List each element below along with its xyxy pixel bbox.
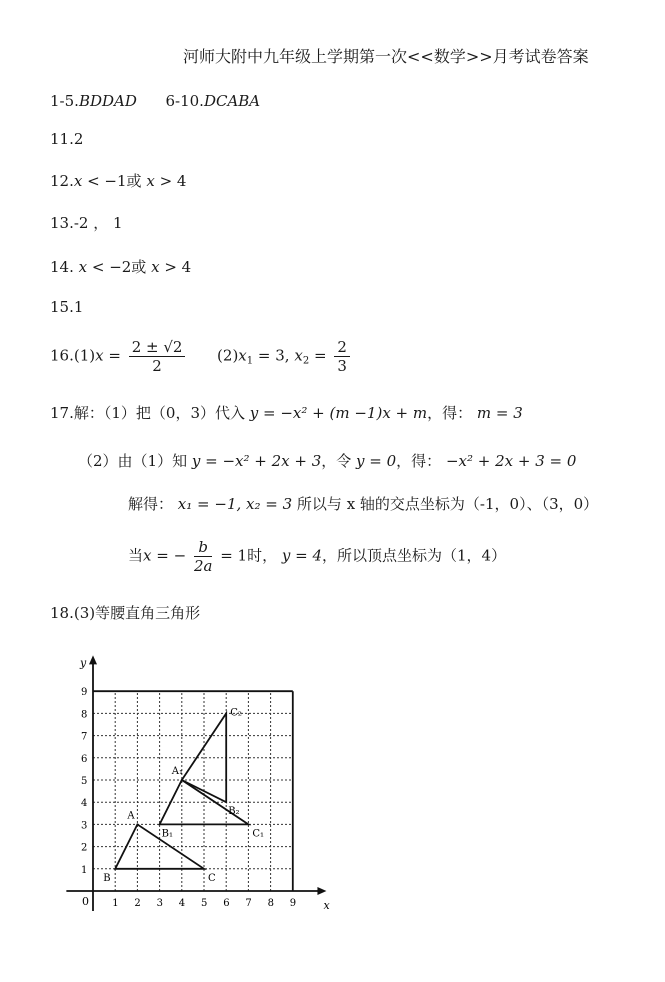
answer-14 — [50, 256, 191, 277]
answer-13: 13.-2 ， 1 — [50, 214, 123, 232]
q14-x1: x — [78, 258, 88, 276]
q17-num: b — [194, 538, 213, 557]
q14-end: > 4 — [159, 258, 192, 276]
q6-10-label: 6-10. — [165, 92, 204, 110]
q16-num: 2 ± √2 — [129, 338, 186, 357]
q17-line1-a: 17.解：（1）把（0，3）代入 — [50, 404, 245, 422]
q12-end: > 4 — [154, 172, 187, 190]
q17-den: 2a — [193, 557, 213, 575]
x-tick-label: 8 — [267, 898, 274, 909]
q17-line4-lhs: x = − — [143, 546, 187, 565]
y-axis-label: y — [80, 656, 87, 670]
answer-15: 15.1 — [50, 298, 84, 316]
q12-label: 12. — [50, 172, 74, 190]
y-tick-label: 1 — [81, 864, 88, 876]
x-tick-label: 5 — [201, 898, 208, 909]
q16-part2: (2) — [217, 346, 239, 365]
answer-18: 18.(3)等腰直角三角形 — [50, 604, 201, 622]
vertex-label: C₂ — [230, 707, 242, 719]
q16-lhs: x = — [95, 346, 121, 365]
q16-label: 16.(1) — [50, 346, 96, 365]
q12-x2: x — [146, 172, 155, 190]
x-tick-label: 4 — [178, 898, 186, 909]
vertex-label: A₁ — [171, 766, 184, 777]
x-tick-label: 2 — [134, 898, 141, 909]
triangles — [103, 707, 264, 883]
q17-line3-a: 解得： — [128, 495, 174, 513]
x-axis-arrow — [317, 887, 326, 895]
q14-x2: x — [151, 258, 160, 276]
q17-line4-b: y = 4 — [281, 546, 323, 565]
q16-sub2: 2 — [302, 355, 310, 367]
tick-labels — [81, 687, 296, 909]
q12-mid: < −1或 — [82, 172, 147, 190]
vertex-label: A — [127, 810, 135, 822]
q17-line2-d: ，得： — [396, 452, 442, 470]
origin-label: 0 — [82, 895, 89, 908]
answer-17-line-3 — [128, 493, 598, 514]
q12-x1: x — [73, 172, 83, 190]
answer-17-line-1 — [50, 402, 523, 423]
y-tick-label: 8 — [81, 709, 88, 721]
y-tick-label: 7 — [81, 731, 88, 743]
x-tick-label: 1 — [112, 898, 119, 909]
q16-fraction-1 — [129, 338, 186, 375]
q17-line1-eq: y = −x² + (m −1)x + m — [249, 404, 428, 422]
q16-den2: 3 — [337, 357, 347, 375]
coordinate-grid-figure — [60, 645, 350, 925]
page-title: 河师大附中九年级上学期第一次<<数学>>月考试卷答案 — [183, 47, 589, 66]
x-tick-label: 7 — [245, 898, 252, 909]
q17-line1-b: ，得： — [427, 404, 473, 422]
answer-17-line-2 — [78, 450, 576, 471]
q14-label: 14. — [50, 258, 79, 276]
q14-mid: < −2或 — [87, 258, 152, 276]
y-axis-arrow — [89, 655, 97, 664]
answer-12 — [50, 170, 186, 191]
x-tick-label: 9 — [289, 898, 297, 909]
y-tick-label: 3 — [81, 820, 88, 832]
q1-5-label: 1-5. — [50, 92, 79, 110]
q17-line4-a: 当 — [128, 546, 144, 565]
q17-line3-b: 所以与 x 轴的交点坐标为（-1，0）、（3，0） — [292, 495, 599, 513]
q1-5-answer: BDDAD — [78, 92, 137, 110]
q16-eq1: = 3, — [253, 346, 290, 365]
q17-line2-eq: y = −x² + 2x + 3 — [191, 452, 322, 470]
x-tick-label: 3 — [156, 898, 163, 909]
q16-eq2: = — [309, 346, 327, 365]
q17-line2-eq2: −x² + 2x + 3 = 0 — [445, 452, 577, 470]
vertex-label: B₁ — [161, 828, 173, 840]
x-tick-label: 6 — [223, 898, 230, 909]
y-tick-label: 5 — [81, 776, 88, 787]
q16-sub1: 1 — [246, 355, 254, 367]
q17-line2-b: ，令 — [321, 452, 352, 470]
answer-17-line-4 — [128, 538, 506, 575]
answer-16 — [50, 338, 353, 375]
vertex-label: B — [103, 872, 111, 884]
q16-num2: 2 — [334, 338, 350, 357]
y-tick-label: 9 — [81, 687, 88, 699]
q17-line3-eq: x₁ = −1, x₂ = 3 — [177, 495, 293, 513]
q17-line2-c: y = 0 — [356, 452, 397, 470]
q17-line4-c: ，所以顶点坐标为（1，4） — [322, 546, 507, 565]
vertex-label: B₂ — [228, 806, 240, 818]
y-tick-label: 6 — [81, 753, 88, 765]
q6-10-answer: DCABA — [203, 92, 261, 110]
vertex-label: C₁ — [252, 828, 265, 840]
y-tick-label: 4 — [81, 798, 88, 810]
q16-fraction-2 — [334, 338, 350, 375]
q16-x2: x — [294, 346, 303, 365]
q17-fraction — [194, 538, 213, 575]
answer-1-10 — [50, 92, 260, 110]
answer-11: 11.2 — [50, 130, 84, 148]
q17-line1-res: m = 3 — [476, 404, 523, 422]
q16-x1: x — [238, 346, 247, 365]
y-tick-label: 2 — [81, 842, 88, 854]
q16-den: 2 — [152, 357, 162, 375]
x-axis-label: x — [323, 899, 330, 912]
vertex-label: C — [208, 872, 216, 884]
q17-line2-a: （2）由（1）知 — [78, 452, 188, 470]
q17-line4-rhs: = 1时， — [220, 546, 278, 565]
